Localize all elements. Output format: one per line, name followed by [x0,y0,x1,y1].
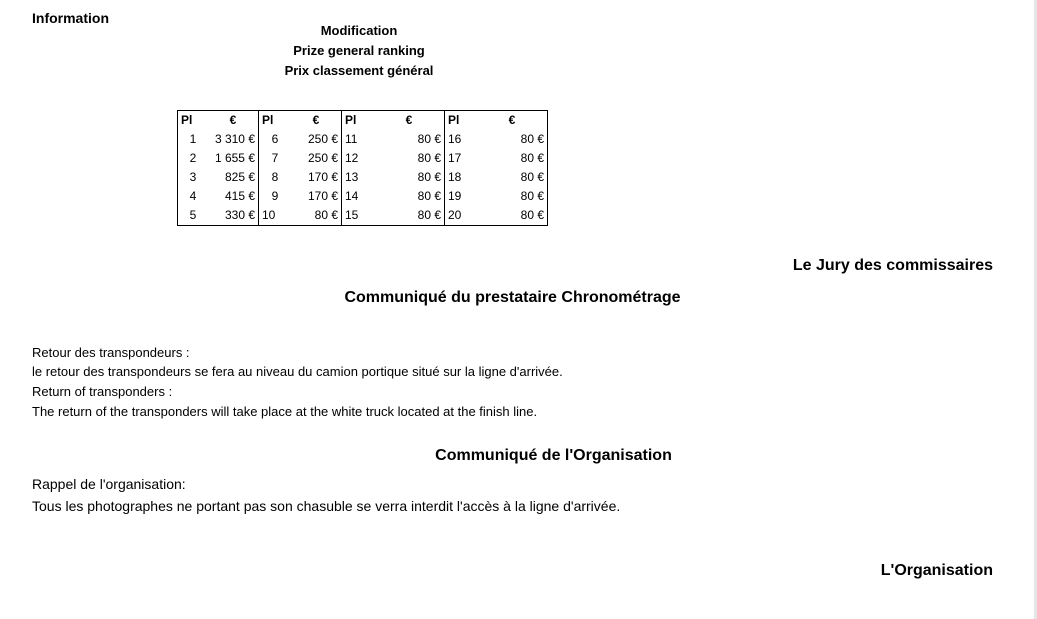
chrono-text-line: le retour des transpondeurs se fera au niveau du camion portique situé sur la ligne d'arrivée. [32,364,563,379]
column-header-euro: € [229,113,237,127]
table-row [178,206,548,226]
place-cell: 4 [189,189,197,203]
prize-table [177,110,548,226]
prize-cell: 80 € [417,189,441,203]
chrono-text-line: The return of the transponders will take place at the white truck located at the finish line. [32,404,538,419]
column-header-place: Pl [181,113,193,127]
title-prize-ranking-en: Prize general ranking [293,43,425,58]
column-header-euro: € [312,113,320,127]
prize-cell: 170 € [307,170,338,184]
place-cell: 9 [259,187,292,206]
place-cell: 1 [189,132,197,146]
section-label: Information [32,10,109,26]
prize-cell: 80 € [520,151,544,165]
jury-signature: Le Jury des commissaires [792,257,993,274]
prize-cell: 3 310 € [214,132,255,146]
place-cell: 19 [445,187,478,206]
place-cell: 6 [259,130,292,149]
table-row [178,168,548,187]
column-header-euro: € [405,113,413,127]
prize-cell: 1 655 € [214,151,255,165]
place-cell: 3 [189,170,197,184]
chrono-text-line: Retour des transpondeurs : [32,345,190,360]
prize-cell: 170 € [307,189,338,203]
title-modification: Modification [320,23,398,38]
prize-cell: 80 € [417,170,441,184]
place-cell: 2 [189,151,197,165]
table-header-row [178,111,548,131]
org-section-heading: Communiqué de l'Organisation [435,447,672,464]
place-cell: 11 [342,130,375,149]
prize-cell: 80 € [520,170,544,184]
table-row [178,149,548,168]
table-row [178,130,548,149]
prize-cell: 825 € [224,170,255,184]
chrono-text-line: Return of transponders : [32,384,173,399]
prize-cell: 80 € [314,208,338,222]
prize-cell: 415 € [224,189,255,203]
prize-cell: 80 € [417,151,441,165]
prize-cell: 80 € [417,132,441,146]
org-signature: L'Organisation [880,562,993,579]
place-cell: 5 [189,208,197,222]
prize-cell: 80 € [520,189,544,203]
place-cell: 20 [445,206,478,226]
place-cell: 12 [342,149,375,168]
prize-cell: 80 € [417,208,441,222]
column-header-place: Pl [445,111,478,131]
prize-cell: 250 € [307,132,338,146]
place-cell: 10 [259,206,292,226]
table-row [178,187,548,206]
column-header-place: Pl [259,111,292,131]
prize-cell: 250 € [307,151,338,165]
prize-cell: 80 € [520,132,544,146]
title-prize-ranking-fr: Prix classement général [284,63,434,78]
org-text-line: Rappel de l'organisation: [32,476,186,492]
place-cell: 7 [259,149,292,168]
prize-cell: 80 € [520,208,544,222]
place-cell: 18 [445,168,478,187]
prize-cell: 330 € [224,208,255,222]
place-cell: 17 [445,149,478,168]
column-header-euro: € [508,113,516,127]
place-cell: 14 [342,187,375,206]
place-cell: 8 [259,168,292,187]
chrono-section-heading: Communiqué du prestataire Chronométrage [344,289,681,306]
place-cell: 15 [342,206,375,226]
place-cell: 16 [445,130,478,149]
place-cell: 13 [342,168,375,187]
org-text-line: Tous les photographes ne portant pas son chasuble se verra interdit l'accès à la ligne d'arrivée. [32,498,621,514]
column-header-place: Pl [342,111,375,131]
